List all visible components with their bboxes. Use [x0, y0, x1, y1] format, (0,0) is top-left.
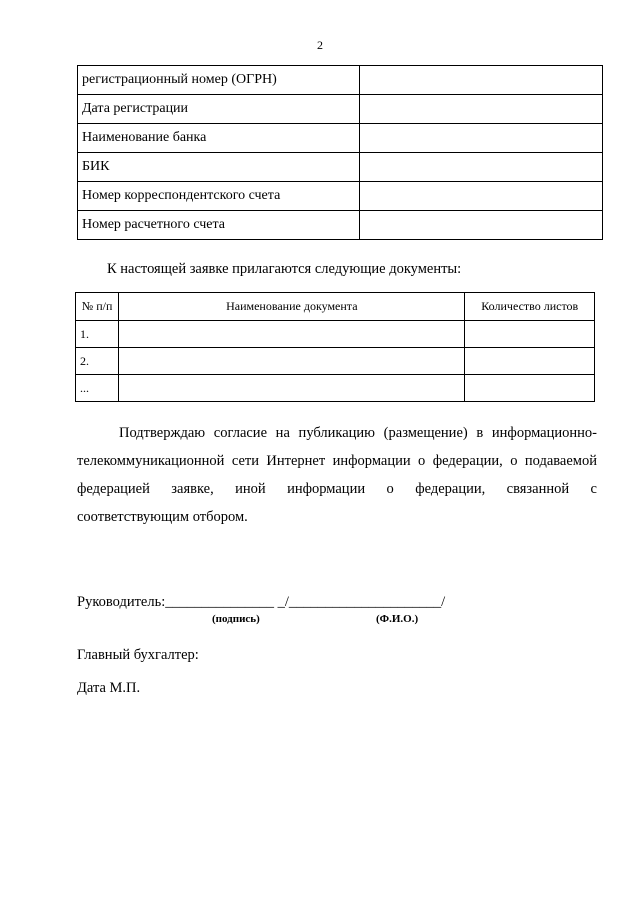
header-document-name: Наименование документа	[119, 293, 465, 321]
row-count-cell	[465, 375, 595, 402]
table-row	[78, 211, 603, 240]
row-document-cell	[119, 321, 465, 348]
page-number: 2	[317, 38, 323, 52]
header-page-count: Количество листов	[465, 293, 595, 321]
consent-paragraph	[77, 419, 597, 531]
row-value-cell	[359, 182, 602, 211]
row-number: 1.	[76, 321, 119, 348]
row-value-cell	[359, 124, 602, 153]
row-document-cell	[119, 348, 465, 375]
consent-line: федерацией заявке, иной информации о федерации, связанной с	[77, 481, 597, 497]
row-value-cell	[359, 211, 602, 240]
consent-line: соответствующим отбором.	[77, 509, 248, 525]
row-value-cell	[359, 153, 602, 182]
chief-accountant-label: Главный бухгалтер:	[77, 647, 199, 663]
row-label: Наименование банка	[78, 124, 360, 153]
table-row	[76, 375, 595, 402]
director-signature-line: Руководитель:_______________ _/_____________________/	[77, 594, 446, 610]
table-row	[76, 348, 595, 375]
row-number: 2.	[76, 348, 119, 375]
table-row	[78, 153, 603, 182]
row-value-cell	[359, 66, 602, 95]
row-label: Номер расчетного счета	[78, 211, 360, 240]
attachments-intro: К настоящей заявке прилагаются следующие документы:	[107, 261, 462, 277]
row-count-cell	[465, 321, 595, 348]
row-label: Номер корреспондентского счета	[78, 182, 360, 211]
row-count-cell	[465, 348, 595, 375]
documents-table	[75, 292, 595, 402]
row-label: регистрационный номер (ОГРН)	[78, 66, 360, 95]
date-stamp-label: Дата М.П.	[77, 680, 141, 696]
row-label: БИК	[78, 153, 360, 182]
table-row	[78, 182, 603, 211]
row-label: Дата регистрации	[78, 95, 360, 124]
row-document-cell	[119, 375, 465, 402]
consent-line: Подтверждаю согласие на публикацию (размещение) в информационно-	[119, 425, 597, 441]
table-row	[76, 321, 595, 348]
bank-details-table	[77, 65, 603, 240]
table-row	[78, 95, 603, 124]
full-name-caption: (Ф.И.О.)	[376, 613, 419, 625]
header-number: № п/п	[76, 293, 119, 321]
table-row	[78, 66, 603, 95]
table-row	[78, 124, 603, 153]
consent-line: телекоммуникационной сети Интернет информации о федерации, о подаваемой	[77, 453, 597, 469]
table-header-row	[76, 293, 595, 321]
row-value-cell	[359, 95, 602, 124]
signature-caption: (подпись)	[212, 613, 260, 625]
row-number: ...	[76, 375, 119, 402]
